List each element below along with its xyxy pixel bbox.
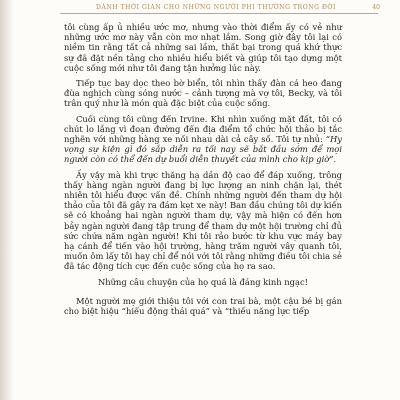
header-rule xyxy=(60,13,378,14)
page-number: 40 xyxy=(372,4,380,11)
paragraph-3 xyxy=(64,114,342,165)
paragraph-2: Tiếp tục bay dọc theo bờ biển, tôi nhìn thấy đàn cá heo đang đùa nghịch cùng sóng nước – cảnh tượng mà vợ tôi, Becky, và tôi trân quý như là món quà đặc biệt của cuộc sống. xyxy=(64,78,342,109)
paragraph-1: tôi cùng ấp ủ nhiều ước mơ, nhưng vào thời điểm ấy có vẻ như những ước mơ này vẫn còn mơ nhạt lắm. Song giờ đây tôi lại có niềm tin rằng tất cả những sai lầm, thất bại trong quá khứ thực sự đã đặt nền tảng cho nhiều hiểu biết và giúp tôi tạo dựng một cuộc sống mới như tôi đang tận hưởng lúc này. xyxy=(64,22,342,73)
paragraph-6: Một người mẹ giới thiệu tôi với con trai bà, một cậu bé bị gán cho biệt hiệu “hiếu động thái quá” và “thiếu năng lực tiếp xyxy=(64,295,342,317)
paragraph-5: Những câu chuyện của họ quá là đáng kinh ngạc! xyxy=(97,276,309,287)
body-text xyxy=(64,22,342,321)
paragraph-3-text: Cuối cùng tôi cũng đến Irvine. Khi nhìn xuống mặt đất, tôi có chút lo lắng vì đoạn đường đến địa điểm tổ chức hội thảo bị tắc nghẽn với những hàng xe nối nhau dài cả cây số. Tôi tự nhủ: xyxy=(64,113,342,145)
paragraph-3-quote: “Hy vọng sự kiện gì đó sắp diễn ra tối nay sẽ bắt đầu sớm để mọi người còn có thể đến dự buổi diễn thuyết của mình cho kịp giờ”. xyxy=(64,134,342,165)
running-header: DÀNH THỜI GIAN CHO NHỮNG NGƯỜI PHI THƯỜNG TRONG ĐỜI xyxy=(96,4,336,11)
page-gutter-shadow xyxy=(0,0,14,400)
paragraph-4: Ấy vậy mà khi trực thăng hạ dần độ cao để đáp xuống, trông thấy hàng ngàn người đang bị lực lượng an ninh chặn lại, thét nhiên tôi hiểu được vấn đề. Chính những người đến tham dự hội thảo của tôi đã gây ra đám kẹt xe này! Ban đầu chúng tôi dự kiến sẽ có khoảng hai ngàn người tham dự, vậy mà hiện có đến hơn bảy ngàn người đang tập trung để tham dự một hội trường chỉ đủ sức chứa năm ngàn người! Khi tôi rảo bước từ khu vực máy bay hạ cánh để tiến vào hội trường, hàng trăm người vây quanh tôi, muốn ôm lấy tôi hay chỉ để nói với tôi rằng những điều tôi chia sẻ đã tác động tích cực đến cuộc sống của họ ra sao. xyxy=(64,169,342,272)
